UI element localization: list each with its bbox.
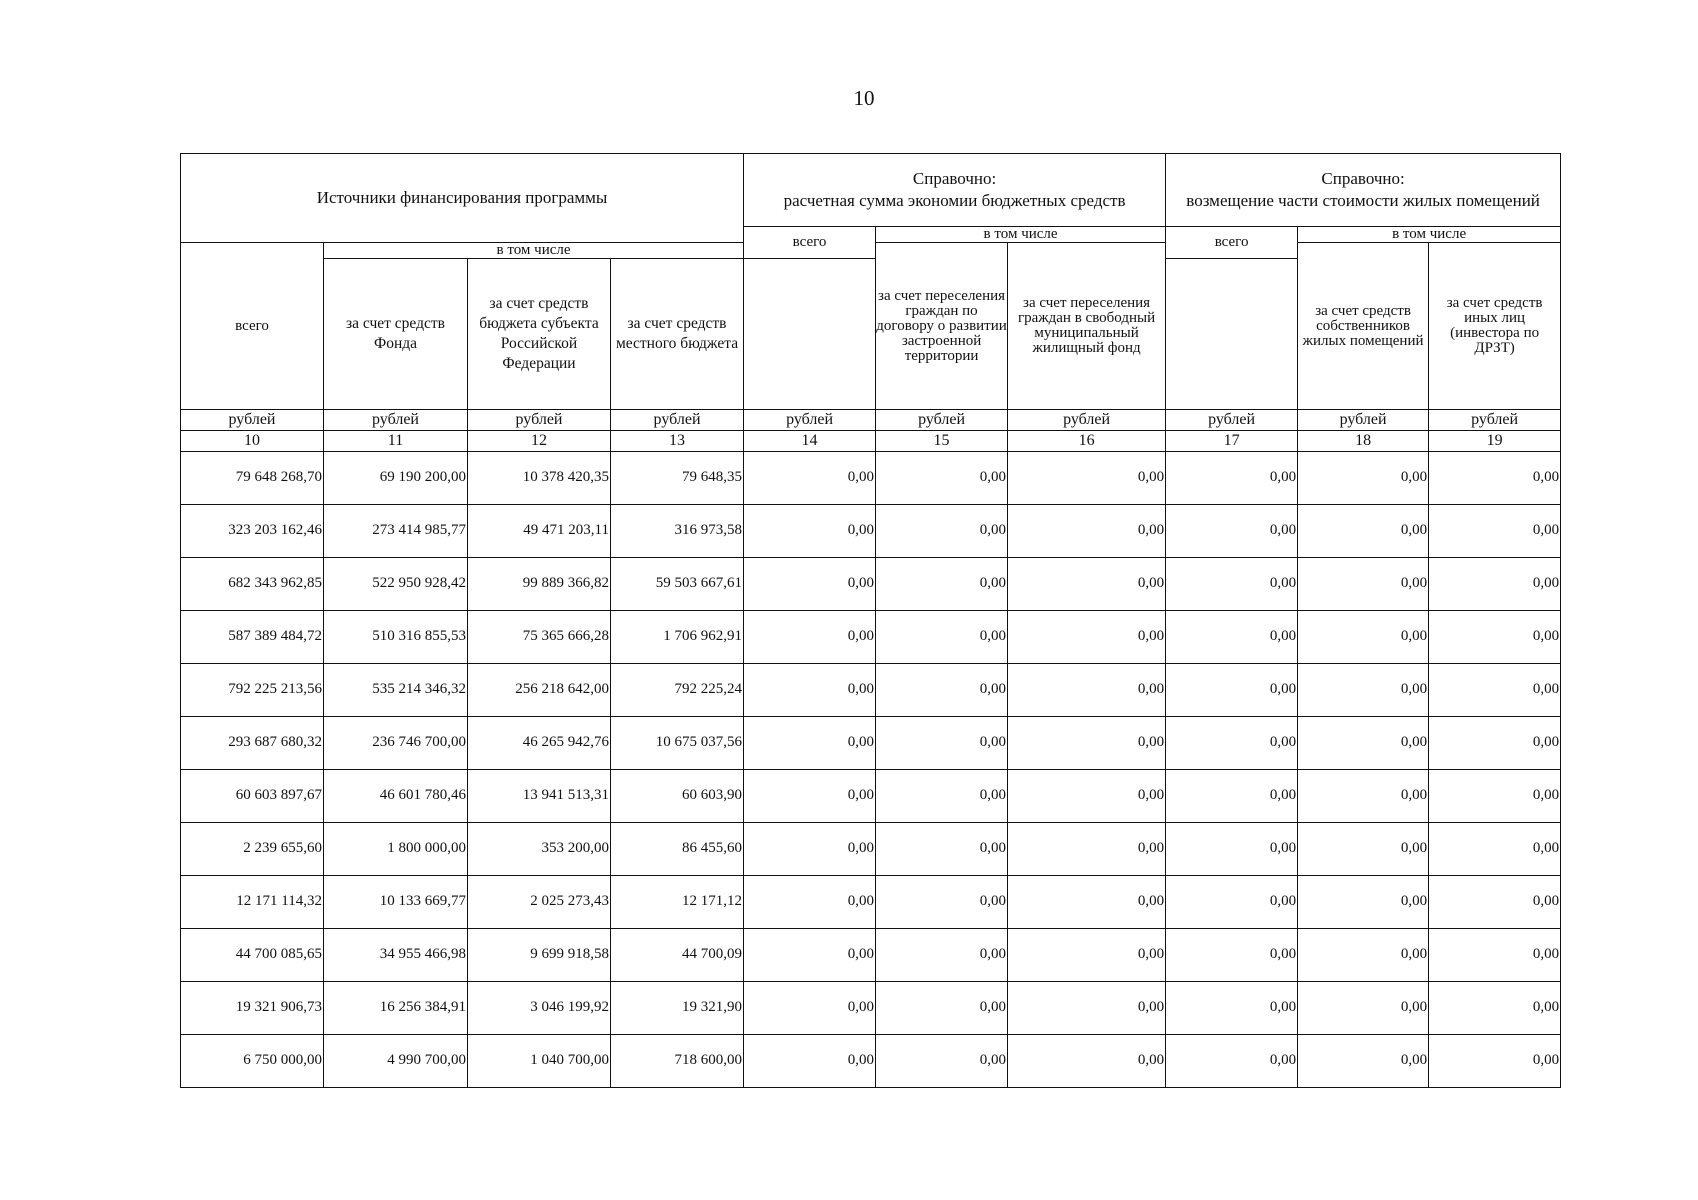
cell-col12: 46 265 942,76 bbox=[468, 717, 611, 770]
column-number: 17 bbox=[1166, 431, 1298, 452]
cell-col18: 0,00 bbox=[1298, 929, 1429, 982]
cell-col18: 0,00 bbox=[1298, 505, 1429, 558]
cell-col16: 0,00 bbox=[1008, 717, 1166, 770]
cell-col15: 0,00 bbox=[876, 452, 1008, 505]
cell-col13: 718 600,00 bbox=[611, 1035, 744, 1088]
cell-col13: 86 455,60 bbox=[611, 823, 744, 876]
cell-col13: 792 225,24 bbox=[611, 664, 744, 717]
cell-col14: 0,00 bbox=[744, 823, 876, 876]
cell-col18: 0,00 bbox=[1298, 611, 1429, 664]
cell-col14: 0,00 bbox=[744, 717, 876, 770]
cell-col18: 0,00 bbox=[1298, 876, 1429, 929]
header-col19: за счет средств иных лиц (инвестора по ДРЗТ) bbox=[1429, 243, 1561, 410]
cell-col11: 1 800 000,00 bbox=[324, 823, 468, 876]
cell-col17: 0,00 bbox=[1166, 823, 1298, 876]
cell-col11: 522 950 928,42 bbox=[324, 558, 468, 611]
column-number: 13 bbox=[611, 431, 744, 452]
cell-col16: 0,00 bbox=[1008, 611, 1166, 664]
table-row bbox=[181, 876, 1561, 929]
financing-table bbox=[180, 153, 1561, 1088]
cell-col19: 0,00 bbox=[1429, 717, 1561, 770]
cell-col10: 19 321 906,73 bbox=[181, 982, 324, 1035]
cell-col10: 79 648 268,70 bbox=[181, 452, 324, 505]
cell-col11: 535 214 346,32 bbox=[324, 664, 468, 717]
cell-col14: 0,00 bbox=[744, 982, 876, 1035]
cell-col15: 0,00 bbox=[876, 876, 1008, 929]
cell-col15: 0,00 bbox=[876, 1035, 1008, 1088]
cell-col10: 682 343 962,85 bbox=[181, 558, 324, 611]
cell-col19: 0,00 bbox=[1429, 452, 1561, 505]
cell-col13: 1 706 962,91 bbox=[611, 611, 744, 664]
cell-col12: 13 941 513,31 bbox=[468, 770, 611, 823]
header-col11: за счет средств Фонда bbox=[324, 259, 468, 410]
header-col13: за счет средств местного бюджета bbox=[611, 259, 744, 410]
cell-col15: 0,00 bbox=[876, 611, 1008, 664]
cell-col17: 0,00 bbox=[1166, 664, 1298, 717]
cell-col18: 0,00 bbox=[1298, 823, 1429, 876]
cell-col10: 587 389 484,72 bbox=[181, 611, 324, 664]
cell-col12: 1 040 700,00 bbox=[468, 1035, 611, 1088]
cell-col18: 0,00 bbox=[1298, 664, 1429, 717]
cell-col12: 99 889 366,82 bbox=[468, 558, 611, 611]
header-col12: за счет средств бюджета субъекта Российской Федерации bbox=[468, 259, 611, 410]
table-row bbox=[181, 823, 1561, 876]
cell-col16: 0,00 bbox=[1008, 823, 1166, 876]
cell-col18: 0,00 bbox=[1298, 717, 1429, 770]
column-number: 18 bbox=[1298, 431, 1429, 452]
cell-col11: 510 316 855,53 bbox=[324, 611, 468, 664]
cell-col16: 0,00 bbox=[1008, 452, 1166, 505]
units-row bbox=[181, 410, 1561, 431]
cell-col16: 0,00 bbox=[1008, 664, 1166, 717]
cell-col13: 44 700,09 bbox=[611, 929, 744, 982]
column-number: 16 bbox=[1008, 431, 1166, 452]
unit-cell: рублей bbox=[324, 410, 468, 431]
cell-col16: 0,00 bbox=[1008, 770, 1166, 823]
cell-col14: 0,00 bbox=[744, 611, 876, 664]
cell-col13: 316 973,58 bbox=[611, 505, 744, 558]
cell-col15: 0,00 bbox=[876, 505, 1008, 558]
table-row bbox=[181, 717, 1561, 770]
header-financing-sources: Источники финансирования программы bbox=[181, 154, 744, 243]
cell-col17: 0,00 bbox=[1166, 1035, 1298, 1088]
cell-col19: 0,00 bbox=[1429, 558, 1561, 611]
table-row bbox=[181, 664, 1561, 717]
cell-col12: 2 025 273,43 bbox=[468, 876, 611, 929]
cell-col11: 4 990 700,00 bbox=[324, 1035, 468, 1088]
table-row bbox=[181, 770, 1561, 823]
cell-col15: 0,00 bbox=[876, 664, 1008, 717]
column-number: 11 bbox=[324, 431, 468, 452]
cell-col17: 0,00 bbox=[1166, 452, 1298, 505]
cell-col19: 0,00 bbox=[1429, 770, 1561, 823]
cell-col14: 0,00 bbox=[744, 929, 876, 982]
data-rows bbox=[181, 452, 1561, 1088]
table-row bbox=[181, 929, 1561, 982]
cell-col13: 10 675 037,56 bbox=[611, 717, 744, 770]
cell-col10: 60 603 897,67 bbox=[181, 770, 324, 823]
cell-col14: 0,00 bbox=[744, 452, 876, 505]
header-budget-savings: Справочно: расчетная сумма экономии бюджетных средств bbox=[744, 154, 1166, 227]
cell-col18: 0,00 bbox=[1298, 982, 1429, 1035]
cell-col15: 0,00 bbox=[876, 823, 1008, 876]
unit-cell: рублей bbox=[1008, 410, 1166, 431]
cell-col10: 12 171 114,32 bbox=[181, 876, 324, 929]
cell-col12: 49 471 203,11 bbox=[468, 505, 611, 558]
cell-col10: 2 239 655,60 bbox=[181, 823, 324, 876]
cell-col11: 10 133 669,77 bbox=[324, 876, 468, 929]
cell-col17: 0,00 bbox=[1166, 876, 1298, 929]
table-row bbox=[181, 982, 1561, 1035]
cell-col12: 9 699 918,58 bbox=[468, 929, 611, 982]
header-col15: за счет переселения граждан по договору о развитии застроенной территории bbox=[876, 243, 1008, 410]
header-col18: за счет средств собственников жилых помещений bbox=[1298, 243, 1429, 410]
cell-col19: 0,00 bbox=[1429, 1035, 1561, 1088]
cell-col12: 3 046 199,92 bbox=[468, 982, 611, 1035]
cell-col18: 0,00 bbox=[1298, 770, 1429, 823]
header-in-total-1: в том числе bbox=[324, 243, 744, 259]
table-row bbox=[181, 1035, 1561, 1088]
cell-col15: 0,00 bbox=[876, 717, 1008, 770]
cell-col16: 0,00 bbox=[1008, 929, 1166, 982]
header-col14: всего bbox=[744, 227, 876, 259]
cell-col17: 0,00 bbox=[1166, 611, 1298, 664]
header-col10: всего bbox=[181, 243, 324, 410]
cell-col11: 236 746 700,00 bbox=[324, 717, 468, 770]
cell-col11: 273 414 985,77 bbox=[324, 505, 468, 558]
header-in-total-2: в том числе bbox=[876, 227, 1166, 243]
cell-col12: 75 365 666,28 bbox=[468, 611, 611, 664]
unit-cell: рублей bbox=[611, 410, 744, 431]
header-col16: за счет переселения граждан в свободный муниципальный жилищный фонд bbox=[1008, 243, 1166, 410]
cell-col10: 792 225 213,56 bbox=[181, 664, 324, 717]
cell-col14: 0,00 bbox=[744, 770, 876, 823]
cell-col16: 0,00 bbox=[1008, 982, 1166, 1035]
cell-col17: 0,00 bbox=[1166, 505, 1298, 558]
header-in-total-3: в том числе bbox=[1298, 227, 1561, 243]
cell-col19: 0,00 bbox=[1429, 505, 1561, 558]
unit-cell: рублей bbox=[1166, 410, 1298, 431]
cell-col10: 323 203 162,46 bbox=[181, 505, 324, 558]
cell-col13: 79 648,35 bbox=[611, 452, 744, 505]
cell-col19: 0,00 bbox=[1429, 929, 1561, 982]
cell-col15: 0,00 bbox=[876, 929, 1008, 982]
cell-col15: 0,00 bbox=[876, 770, 1008, 823]
cell-col15: 0,00 bbox=[876, 558, 1008, 611]
cell-col18: 0,00 bbox=[1298, 452, 1429, 505]
unit-cell: рублей bbox=[1298, 410, 1429, 431]
cell-col16: 0,00 bbox=[1008, 1035, 1166, 1088]
cell-col16: 0,00 bbox=[1008, 505, 1166, 558]
cell-col18: 0,00 bbox=[1298, 1035, 1429, 1088]
table-row bbox=[181, 452, 1561, 505]
header-housing-compensation: Справочно: возмещение части стоимости жилых помещений bbox=[1166, 154, 1561, 227]
unit-cell: рублей bbox=[876, 410, 1008, 431]
cell-col14: 0,00 bbox=[744, 876, 876, 929]
table-row bbox=[181, 558, 1561, 611]
cell-col14: 0,00 bbox=[744, 505, 876, 558]
cell-col19: 0,00 bbox=[1429, 823, 1561, 876]
column-number: 12 bbox=[468, 431, 611, 452]
column-number: 10 bbox=[181, 431, 324, 452]
cell-col14: 0,00 bbox=[744, 558, 876, 611]
cell-col11: 69 190 200,00 bbox=[324, 452, 468, 505]
cell-col12: 256 218 642,00 bbox=[468, 664, 611, 717]
column-number: 15 bbox=[876, 431, 1008, 452]
cell-col17: 0,00 bbox=[1166, 770, 1298, 823]
cell-col17: 0,00 bbox=[1166, 929, 1298, 982]
column-number: 14 bbox=[744, 431, 876, 452]
cell-col13: 60 603,90 bbox=[611, 770, 744, 823]
cell-col12: 10 378 420,35 bbox=[468, 452, 611, 505]
header-col17: всего bbox=[1166, 227, 1298, 259]
cell-col13: 12 171,12 bbox=[611, 876, 744, 929]
page-number: 10 bbox=[853, 86, 875, 110]
cell-col17: 0,00 bbox=[1166, 982, 1298, 1035]
table-row bbox=[181, 611, 1561, 664]
unit-cell: рублей bbox=[181, 410, 324, 431]
cell-col10: 6 750 000,00 bbox=[181, 1035, 324, 1088]
unit-cell: рублей bbox=[744, 410, 876, 431]
cell-col17: 0,00 bbox=[1166, 717, 1298, 770]
column-numbers-row bbox=[181, 431, 1561, 452]
cell-col12: 353 200,00 bbox=[468, 823, 611, 876]
cell-col19: 0,00 bbox=[1429, 982, 1561, 1035]
cell-col19: 0,00 bbox=[1429, 876, 1561, 929]
cell-col18: 0,00 bbox=[1298, 558, 1429, 611]
cell-col14: 0,00 bbox=[744, 1035, 876, 1088]
cell-col19: 0,00 bbox=[1429, 664, 1561, 717]
cell-col17: 0,00 bbox=[1166, 558, 1298, 611]
column-number: 19 bbox=[1429, 431, 1561, 452]
cell-col11: 16 256 384,91 bbox=[324, 982, 468, 1035]
cell-col14: 0,00 bbox=[744, 664, 876, 717]
cell-col13: 19 321,90 bbox=[611, 982, 744, 1035]
table-row bbox=[181, 505, 1561, 558]
cell-col19: 0,00 bbox=[1429, 611, 1561, 664]
unit-cell: рублей bbox=[1429, 410, 1561, 431]
unit-cell: рублей bbox=[468, 410, 611, 431]
cell-col11: 46 601 780,46 bbox=[324, 770, 468, 823]
cell-col10: 44 700 085,65 bbox=[181, 929, 324, 982]
cell-col11: 34 955 466,98 bbox=[324, 929, 468, 982]
cell-col10: 293 687 680,32 bbox=[181, 717, 324, 770]
cell-col13: 59 503 667,61 bbox=[611, 558, 744, 611]
cell-col16: 0,00 bbox=[1008, 876, 1166, 929]
cell-col15: 0,00 bbox=[876, 982, 1008, 1035]
cell-col16: 0,00 bbox=[1008, 558, 1166, 611]
